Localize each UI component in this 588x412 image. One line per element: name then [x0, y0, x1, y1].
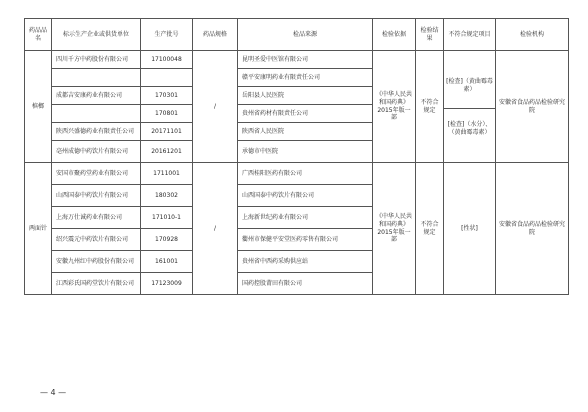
batch-cell: 17123009 — [141, 273, 193, 295]
source-cell: 陕西省人民医院 — [238, 123, 373, 141]
header-org: 检验机构 — [496, 19, 569, 51]
manufacturer-cell: 亳州成德中药饮片有限公司 — [52, 141, 141, 163]
manufacturer-cell: 安国市聚药堂药业有限公司 — [52, 163, 141, 185]
batch-cell — [141, 69, 193, 87]
table-row — [25, 163, 569, 185]
table-row — [25, 51, 569, 69]
source-cell: 贵州省药材有限责任公司 — [238, 105, 373, 123]
batch-cell: 1711001 — [141, 163, 193, 185]
batch-cell: 20161201 — [141, 141, 193, 163]
manufacturer-cell: 山西国泰中药饮片有限公司 — [52, 185, 141, 207]
failed-item-cell — [444, 51, 496, 163]
result-cell: 不符合规定 — [416, 51, 444, 163]
header-source: 检品来源 — [238, 19, 373, 51]
source-cell: 承德市中医院 — [238, 141, 373, 163]
result-cell: 不符合规定 — [416, 163, 444, 295]
failed-item-bottom: [检查]（水分）、（黄曲霉毒素） — [447, 121, 492, 136]
manufacturer-cell: 江西彩氏国药堂饮片有限公司 — [52, 273, 141, 295]
manufacturer-cell: 成都吉安康药业有限公司 — [52, 87, 141, 105]
source-cell: 贵州省中西药采购供应站 — [238, 251, 373, 273]
source-cell: 岳阳县人民医院 — [238, 87, 373, 105]
batch-cell: 20171101 — [141, 123, 193, 141]
batch-cell: 180302 — [141, 185, 193, 207]
batch-cell: 161001 — [141, 251, 193, 273]
basis-cell: 《中华人民共和国药典》2015年版一部 — [373, 163, 416, 295]
org-cell: 安徽省食品药品检验研究院 — [496, 163, 569, 295]
header-spec: 药品规格 — [193, 19, 238, 51]
source-cell: 国药控股莆田有限公司 — [238, 273, 373, 295]
page-number: — 4 — — [40, 388, 67, 397]
manufacturer-cell: 四川千方中药股份有限公司 — [52, 51, 141, 69]
header-batch: 生产批号 — [141, 19, 193, 51]
batch-cell: 171010-1 — [141, 207, 193, 229]
header-failed-item: 不符合规定项目 — [444, 19, 496, 51]
header-drug-name: 药品品名 — [25, 19, 52, 51]
drug-name-cell: 两面针 — [25, 163, 52, 295]
source-cell: 上海新世纪药业有限公司 — [238, 207, 373, 229]
source-cell: 赣平安康明药业有限责任公司 — [238, 69, 373, 87]
source-cell: 广西桂阳医药有限公司 — [238, 163, 373, 185]
batch-cell: 17100048 — [141, 51, 193, 69]
manufacturer-cell — [52, 105, 141, 123]
source-cell: 衢州市保健平安堂医药零售有限公司 — [238, 229, 373, 251]
failed-item-cell: [性状] — [444, 163, 496, 295]
org-cell: 安徽省食品药品检验研究院 — [496, 51, 569, 163]
manufacturer-cell: 绍兴震元中药饮片有限公司 — [52, 229, 141, 251]
batch-cell: 170301 — [141, 87, 193, 105]
header-result: 检验结果 — [416, 19, 444, 51]
failed-item-top: [检查]（黄曲霉毒素） — [444, 64, 495, 109]
table-header-row — [25, 19, 569, 51]
batch-cell: 170801 — [141, 105, 193, 123]
manufacturer-cell: 安徽九州红中药股份有限公司 — [52, 251, 141, 273]
inspection-results-table — [24, 18, 569, 295]
manufacturer-cell: 陕西兴盛德药业有限责任公司 — [52, 123, 141, 141]
spec-cell: / — [193, 163, 238, 295]
source-cell: 山西国泰中药饮片有限公司 — [238, 185, 373, 207]
manufacturer-cell: 上海万仕诚药业有限公司 — [52, 207, 141, 229]
inspection-table-sheet — [24, 18, 568, 380]
manufacturer-cell — [52, 69, 141, 87]
source-cell: 昆明圣爱中医馆有限公司 — [238, 51, 373, 69]
spec-cell: / — [193, 51, 238, 163]
batch-cell: 170928 — [141, 229, 193, 251]
drug-name-cell: 槟榔 — [25, 51, 52, 163]
header-manufacturer: 标示生产企业或供货单位 — [52, 19, 141, 51]
basis-cell: 《中华人民共和国药典》2015年版一部 — [373, 51, 416, 163]
header-basis: 检验依据 — [373, 19, 416, 51]
